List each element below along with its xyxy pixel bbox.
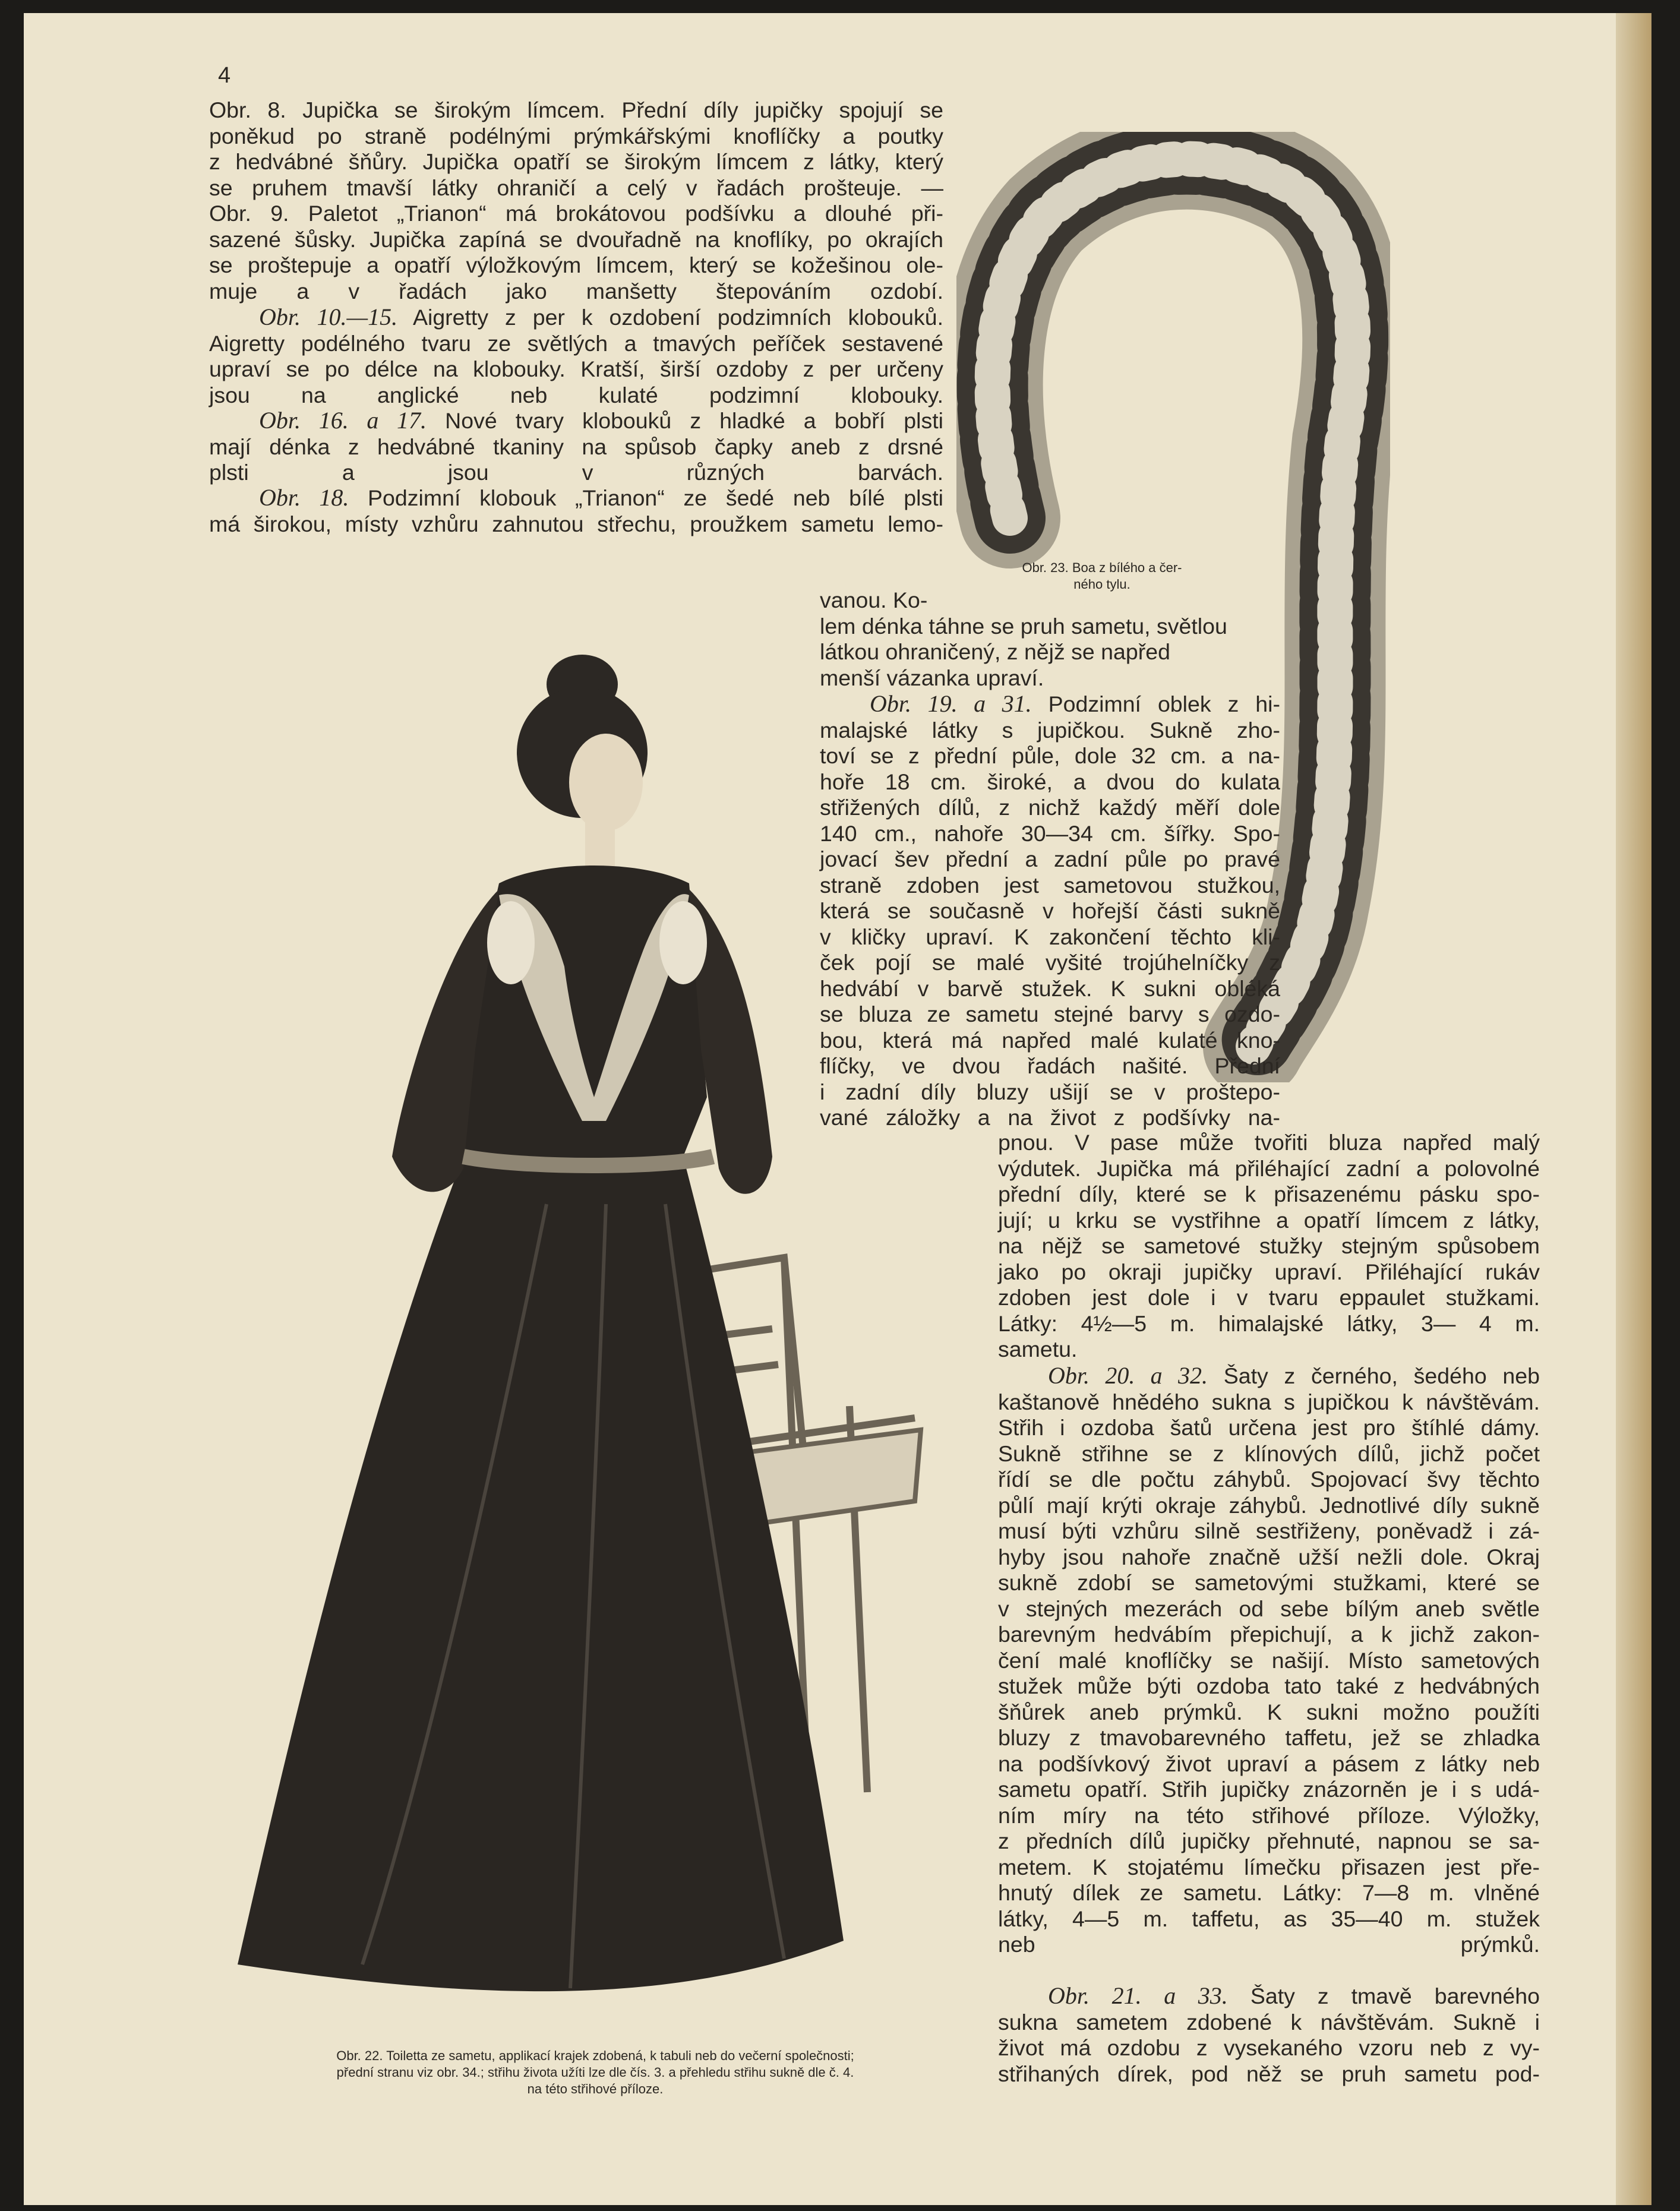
paragraph-obr19-col: Obr. 19. a 31. Podzimní oblek z hi- malajské látky s jupičkou. Sukně zho- toví se z přední půle, dole 32 cm. a na- hoře 18 cm. široké, a dvou do kulata střižených dílů, z nichž každý měří dole 140 cm., nahoře 30—34 cm. šířky. Spo- jovací šev přední a zadní půle po pravé straně zdoben jest sametovou stužkou, která se současně v hořejší části sukně v kličky upraví. K zakončení těchto kli- ček pojí se malé vyšité trojúhelníčky z hedvábí v barvě stužek. K sukni obléká se bluza ze sametu stejné barvy s ozdo- bou, která má napřed malé kulaté kno- flíčky, ve dvou řadách našité. Přední i zadní díly bluzy ušijí se v proštepo- vané záložky a na život z podšívky na- bbox=[820, 690, 1280, 1130]
paragraph-obr18-rest: vanou. Ko- lem dénka táhne se pruh sametu, světlou látkou ohraničený, z nějž se napřed menší vázanka upraví. bbox=[820, 588, 1227, 690]
paragraph-obr16: Obr. 16. a 17. Nové tvary klobouků z hladké a bobří plsti mají dénka z hedvábné tkaniny na spůsob čapky aneb z drsné plsti a jsou v různých barvách. bbox=[209, 407, 943, 485]
page bbox=[24, 13, 1651, 2205]
caption-fig23: Obr. 23. Boa z bílého a čer- ného tylu. bbox=[1022, 560, 1182, 592]
paragraph-obr10: Obr. 10.—15. Aigretty z per k ozdobení podzimních klobouků. Aigretty podélného tvaru ze světlých a tmavých peříček sestavené upraví se po délce na klobouky. Kratší, širší ozdoby z per určeny jsou na anglické neb kulaté podzimní klobouky. bbox=[209, 304, 943, 408]
caption-fig22: Obr. 22. Toiletta ze sametu, applikací krajek zdobená, k tabuli neb do večerní společnosti; přední stranu viz obr. 34.; střihu života užíti lze dle čís. 3. a přehledu střihu sukně dle č. 4. na této střihové příloze. bbox=[336, 2048, 854, 2096]
paragraph-obr19-right: pnou. V pase může tvořiti bluza napřed malý výdutek. Jupička má přiléhající zadní a polovolné přední díly, které se k přisazenému pásku spo- jují; u krku se vystřihne a opatří límcem z látky, na nějž se sametové stužky stejným spůsobem jako po okraji jupičky upraví. Přiléhající rukáv zdoben jest dole i v tvaru eppaulet stužkami. Látky: 4½—5 m. himalajské látky, 3— 4 m. sametu. bbox=[998, 1130, 1540, 1362]
paragraph-obr20: Obr. 20. a 32. Šaty z černého, šedého neb kaštanově hnědého sukna s jupičkou k návštěvám. Střih i ozdoba šatů určena jest pro štíhlé dámy. Sukně střihne se z klínových dílů, jichž počet řídí se dle počtu záhybů. Spojovací švy těchto půlí mají krýti okraje záhybů. Jednotlivé díly sukně musí býti vzhůru silně sestřiženy, poněvadž i zá- hyby jsou nahoře značně užší nežli dole. Okraj sukně zdobí se sametovými stužkami, které se v stejných mezerách od sebe bílým aneb světle barevným hedvábím přepichují, a k jichž zakon- čení malé knoflíčky se našijí. Místo sametových stužek může býti ozdoba tato také z hedvábných šňůrek aneb prýmků. K sukni možno použíti bluzy z tmavobarevného taffetu, jež se zhladka na podšívkový život upraví a pásem z látky neb sametu opatří. Střih jupičky znázorněn je i s udá- ním míry na této střihové příloze. Výložky, z předních dílů jupičky přehnuté, napnou se sa- metem. K stojatému límečku přisazen jest pře- hnutý dílek ze sametu. Látky: 7—8 m. vlněné látky, 4—5 m. taffetu, as 35—40 m. stužek neb prýmků. bbox=[998, 1362, 1540, 1957]
paragraph-obr8: Obr. 8. Jupička se širokým límcem. Přední díly jupičky spojují se poněkud po straně podélnými prýmkářskými knoflíčky a poutky z hedvábné šňůry. Jupička opatří se širokým límcem z látky, který se pruhem tmavší látky ohraničí a celý v řadách prošteuje. — Obr. 9. Paletot „Trianon“ má brokátovou podšívku a dlouhé při- sazené šůsky. Jupička zapíná se dvouřadně na knoflíky, po okrajích se proštepuje a opatří výložkovým límcem, který se kožešinou ole- muje a v řadách jako manšetty štepováním ozdobí. bbox=[209, 97, 943, 304]
page-spine bbox=[1616, 13, 1651, 2205]
paragraph-obr18-top: Obr. 18. Podzimní klobouk „Trianon“ ze šedé neb bílé plsti má širokou, místy vzhůru zahnutou střechu, proužkem sametu lemo- bbox=[209, 484, 943, 536]
paragraph-obr21: Obr. 21. a 33. Šaty z tmavě barevného sukna sametem zdobené k návštěvám. Sukně i život má ozdobu z vysekaného vzoru neb z vy- střihaných dírek, pod něž se pruh sametu pod- bbox=[998, 1982, 1540, 2086]
page-number: 4 bbox=[218, 63, 231, 88]
